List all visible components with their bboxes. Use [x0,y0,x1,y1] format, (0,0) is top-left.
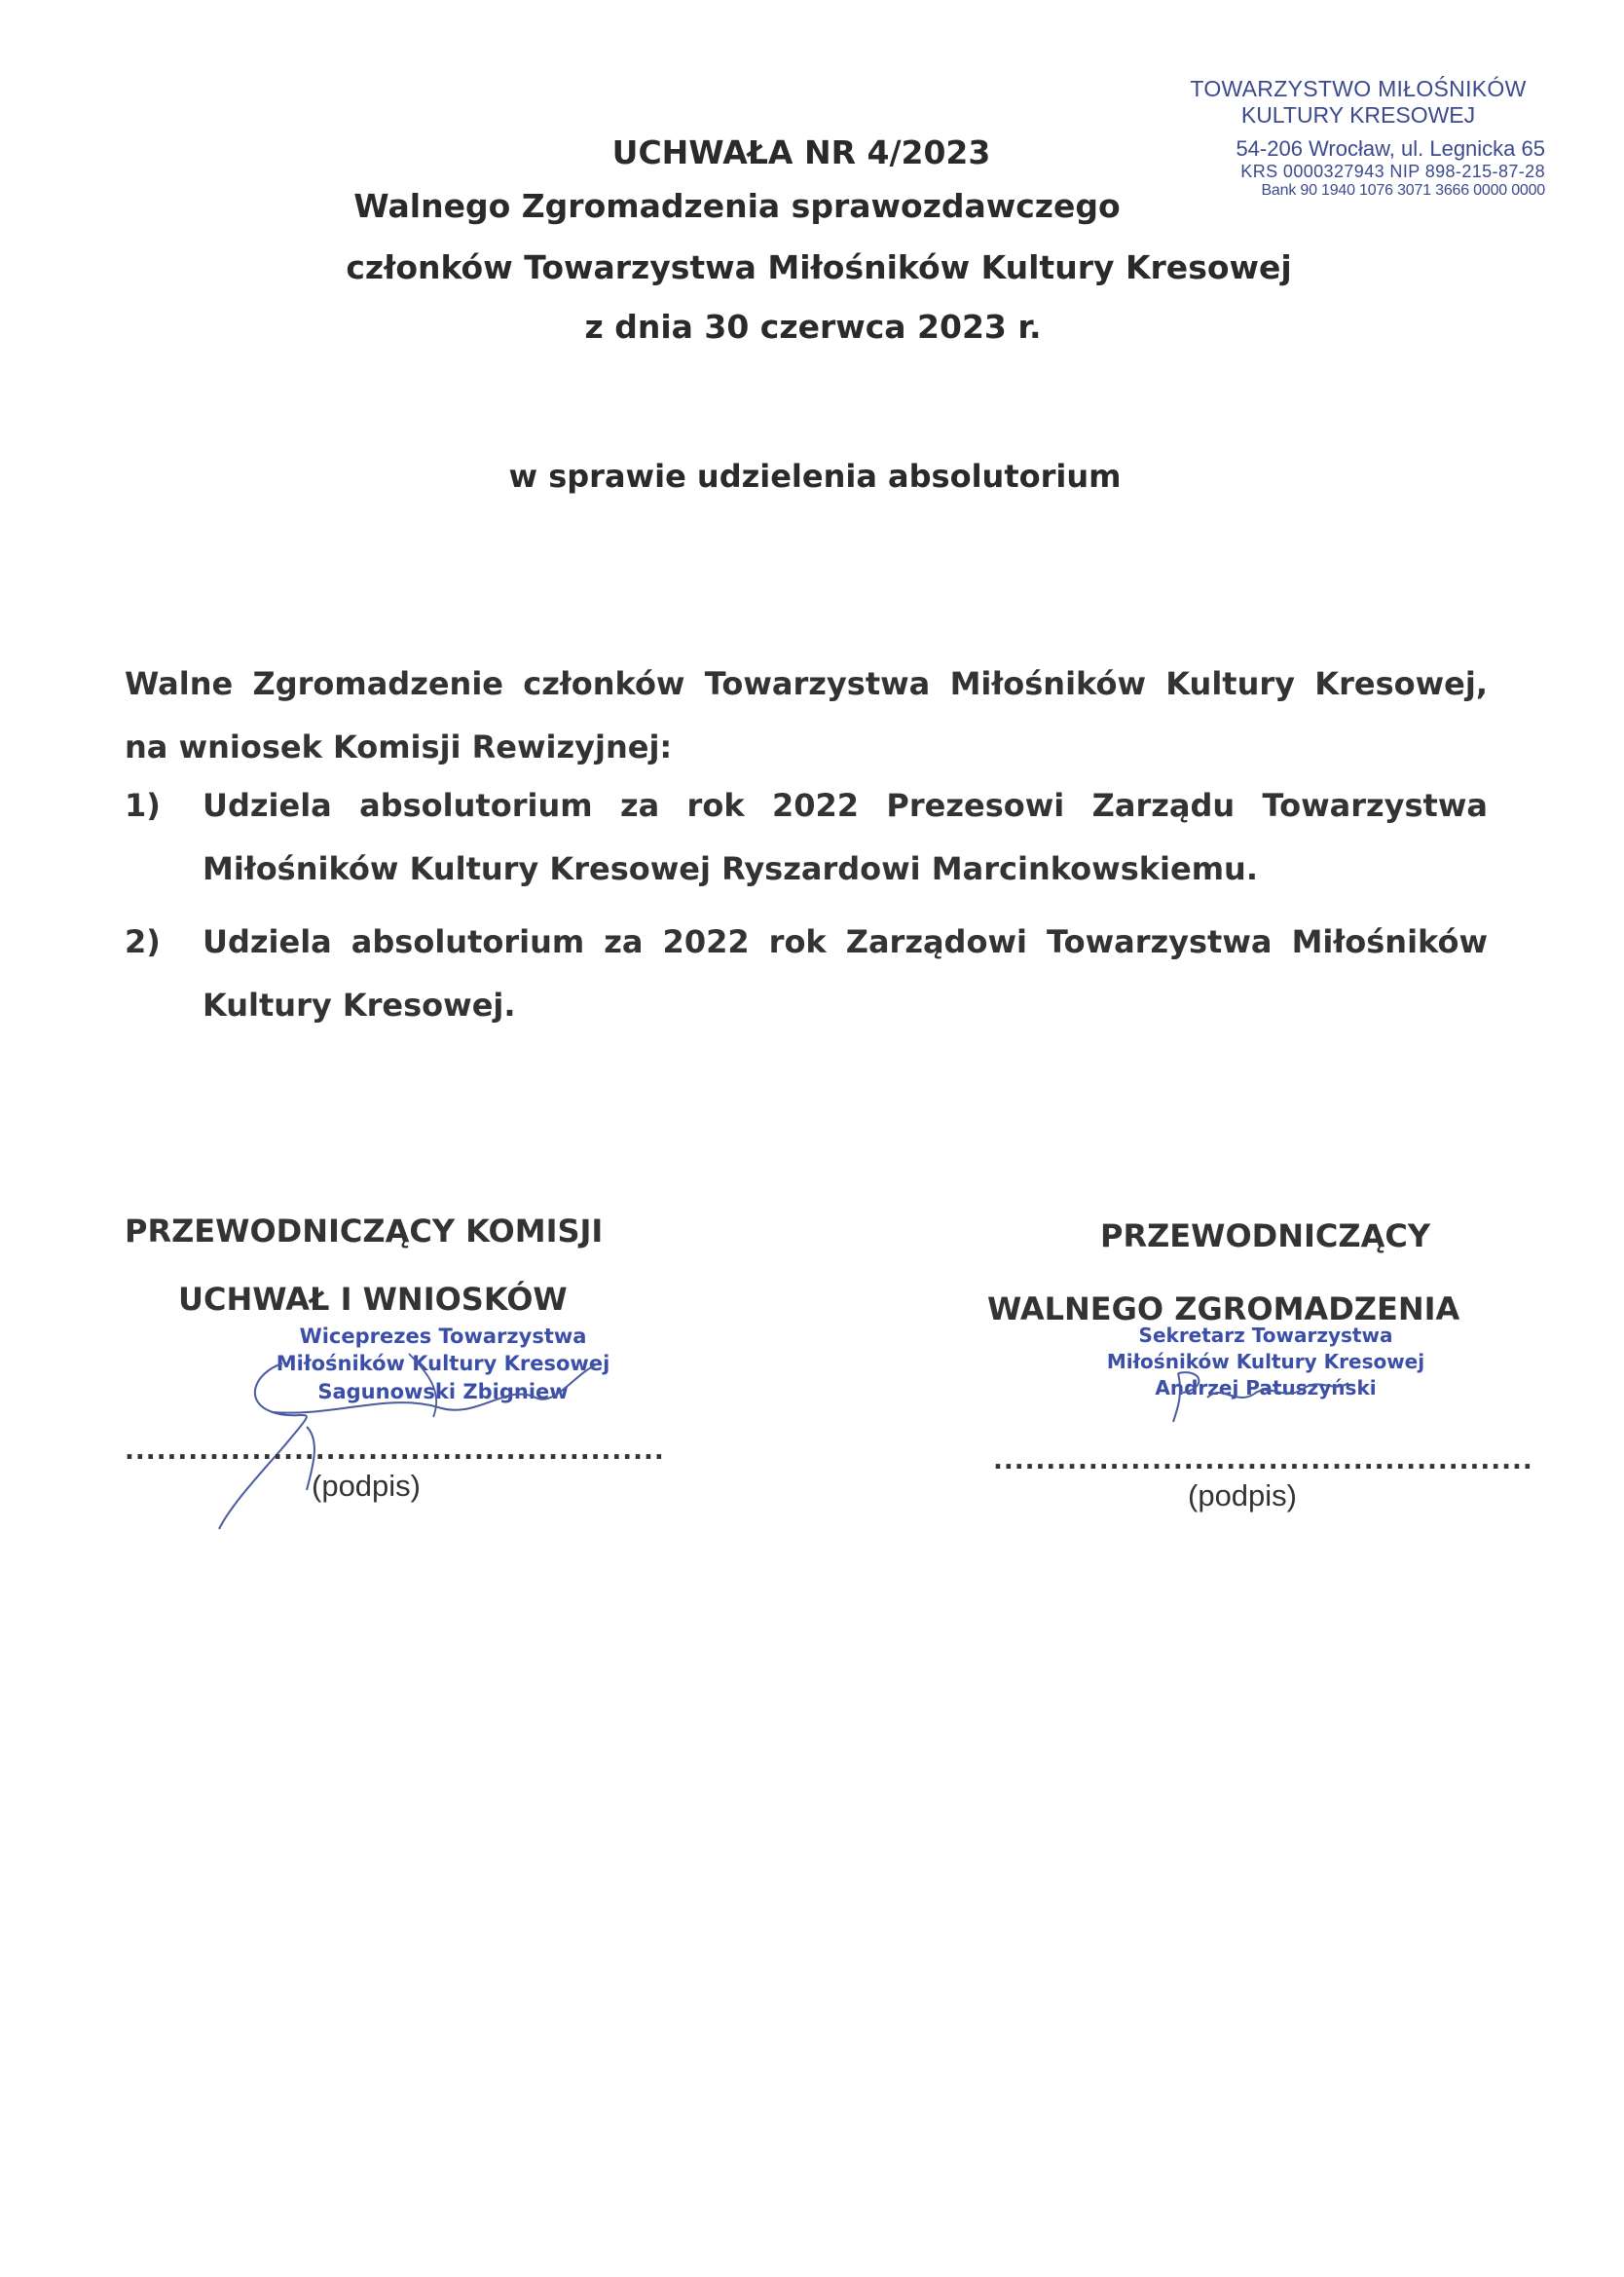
stamp-left-org: Miłośników Kultury Kresowej [276,1352,610,1376]
stamp-right-org: Miłośników Kultury Kresowej [1106,1350,1425,1373]
signature-line-right: ................................................... [993,1446,1533,1475]
stamp-org-name: TOWARZYSTWO MIŁOŚNIKÓW [1190,76,1527,101]
list-item-number: 2) [125,923,161,960]
stamp-left-person: Sagunowski Zbigniew [317,1379,569,1403]
resolution-subtitle-2: członków Towarzystwa Miłośników Kultury Kresowej [346,248,1292,286]
signature-caption-right: (podpis) [1188,1478,1297,1512]
handwritten-signature-right [1149,1354,1383,1441]
list-item-text: Udziela absolutorium za 2022 rok Zarządowi Towarzystwa Miłośników Kultury Kresowej. [203,923,1488,1024]
signatory-title-left-2: UCHWAŁ I WNIOSKÓW [178,1281,568,1318]
stamp-org-bank: Bank 90 1940 1076 3071 3666 0000 0000 [1261,182,1545,200]
stamp-right-role: Sekretarz Towarzystwa [1138,1324,1393,1347]
stamp-org-address: 54-206 Wrocław, ul. Legnicka 65 [1236,136,1545,162]
stamp-right-person: Andrzej Patuszyński [1155,1376,1377,1400]
signatory-title-left-1: PRZEWODNICZĄCY KOMISJI [125,1213,604,1250]
list-item-number: 1) [125,787,161,824]
signatory-title-right-1: PRZEWODNICZĄCY [1100,1217,1431,1254]
resolution-intro: Walne Zgromadzenie członków Towarzystwa Miłośników Kultury Kresowej, na wniosek Komisji Rewizyjnej: [125,665,1488,765]
signature-caption-left: (podpis) [312,1469,421,1503]
resolution-date: z dnia 30 czerwca 2023 r. [584,308,1042,346]
resolution-subject: w sprawie udzielenia absolutorium [508,458,1122,495]
signatory-title-right-2: WALNEGO ZGROMADZENIA [987,1290,1460,1327]
resolution-title: UCHWAŁA NR 4/2023 [611,133,991,171]
signature-line-left: ................................................... [125,1437,665,1466]
resolution-subtitle-1: Walnego Zgromadzenia sprawozdawczego [353,187,1121,225]
list-item-text: Udziela absolutorium za rok 2022 Prezesowi Zarządu Towarzystwa Miłośników Kultury Kresowej Ryszardowi Marcinkowskiemu. [203,787,1488,887]
stamp-org-name-2: KULTURY KRESOWEJ [1240,102,1476,129]
stamp-left-role: Wiceprezes Towarzystwa [299,1325,587,1348]
stamp-org-krs-nip: KRS 0000327943 NIP 898-215-87-28 [1240,162,1545,182]
